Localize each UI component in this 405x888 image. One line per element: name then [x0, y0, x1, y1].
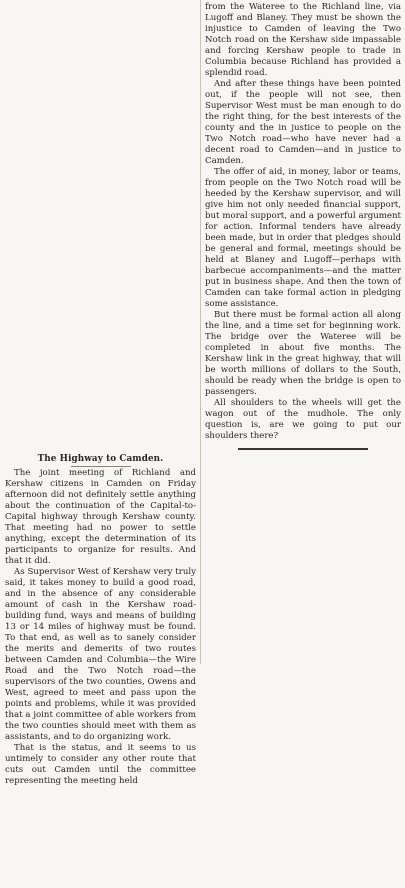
- article-paragraph: As Supervisor West of Kershaw very truly said, it takes money to build a good road, and in the absence of any considerable amount of cash in the Kershaw road-building fund, ways and means of building 13 or 14 miles of highway must be found. To that end, as well as to sanely consider the merits and demerits of two routes between Camden and Columbia—the Wire Road and the Two Notch road—the supervisors of the two counties, Owens and West, agreed to meet and pass upon the points and problems, while it was provided that a joint committee of able workers from the two counties should meet with them as assistants, and to do organizing work.: [5, 567, 196, 743]
- article-paragraph: And after these things have been pointed out, if the people will not see, then Supervisor West must be man enough to do the right thing, for the best interests of the county and the in justice to people on the Two Notch road—who have never had a decent road to Camden—and in justice to Camden.: [205, 79, 401, 166]
- article-paragraph: But there must be formal action all along the line, and a time set for beginning work. The bridge over the Wateree will be completed in about five months. The Kershaw link in the great highway, that will be worth millions of dollars to the South, should be ready when the bridge is open to passengers.: [205, 310, 401, 397]
- headline-rule: [71, 466, 131, 467]
- article-paragraph: That is the status, and it seems to us untimely to consider any other route that cuts out Camden until the committee representing the meeting held: [5, 743, 196, 787]
- article-paragraph: The offer of aid, in money, labor or teams, from people on the Two Notch road will be heeded by the Kershaw supervisor, and will give him not only needed financial support, but moral support, and a powerful argument for action. Informal tenders have already been made, but in order that pledges should be general and formal, meetings should be held at Blaney and Lugoff—perhaps with barbecue accompaniments—and the matter put in business shape. And then the town of Camden can take formal action in pledging some assistance.: [205, 167, 401, 309]
- article-paragraph: All shoulders to the wheels will get the wagon out of the mudhole. The only question is, are we going to put our shoulders there?: [205, 398, 401, 441]
- column-divider: [200, 0, 201, 664]
- article-right-column: [205, 2, 401, 450]
- article-headline: The Highway to Camden.: [37, 454, 164, 464]
- article-left-column: [5, 454, 196, 787]
- article-continuation: from the Wateree to the Richland line, via Lugoff and Blaney. They must be shown the injustice to Camden of leaving the Two Notch road on the Kershaw side impassable and forcing Kershaw people to trade in Columbia because Richland has provided a splendid road.: [205, 2, 401, 78]
- article-paragraph: The joint meeting of Richland and Kershaw citizens in Camden on Friday afternoon did not definitely settle anything about the continuation of the Capital-to-Capital highway through Kershaw county. That meeting had no power to settle anything, except the determination of its participants to organize for results. And that it did.: [5, 468, 196, 567]
- article-end-rule: [238, 448, 368, 450]
